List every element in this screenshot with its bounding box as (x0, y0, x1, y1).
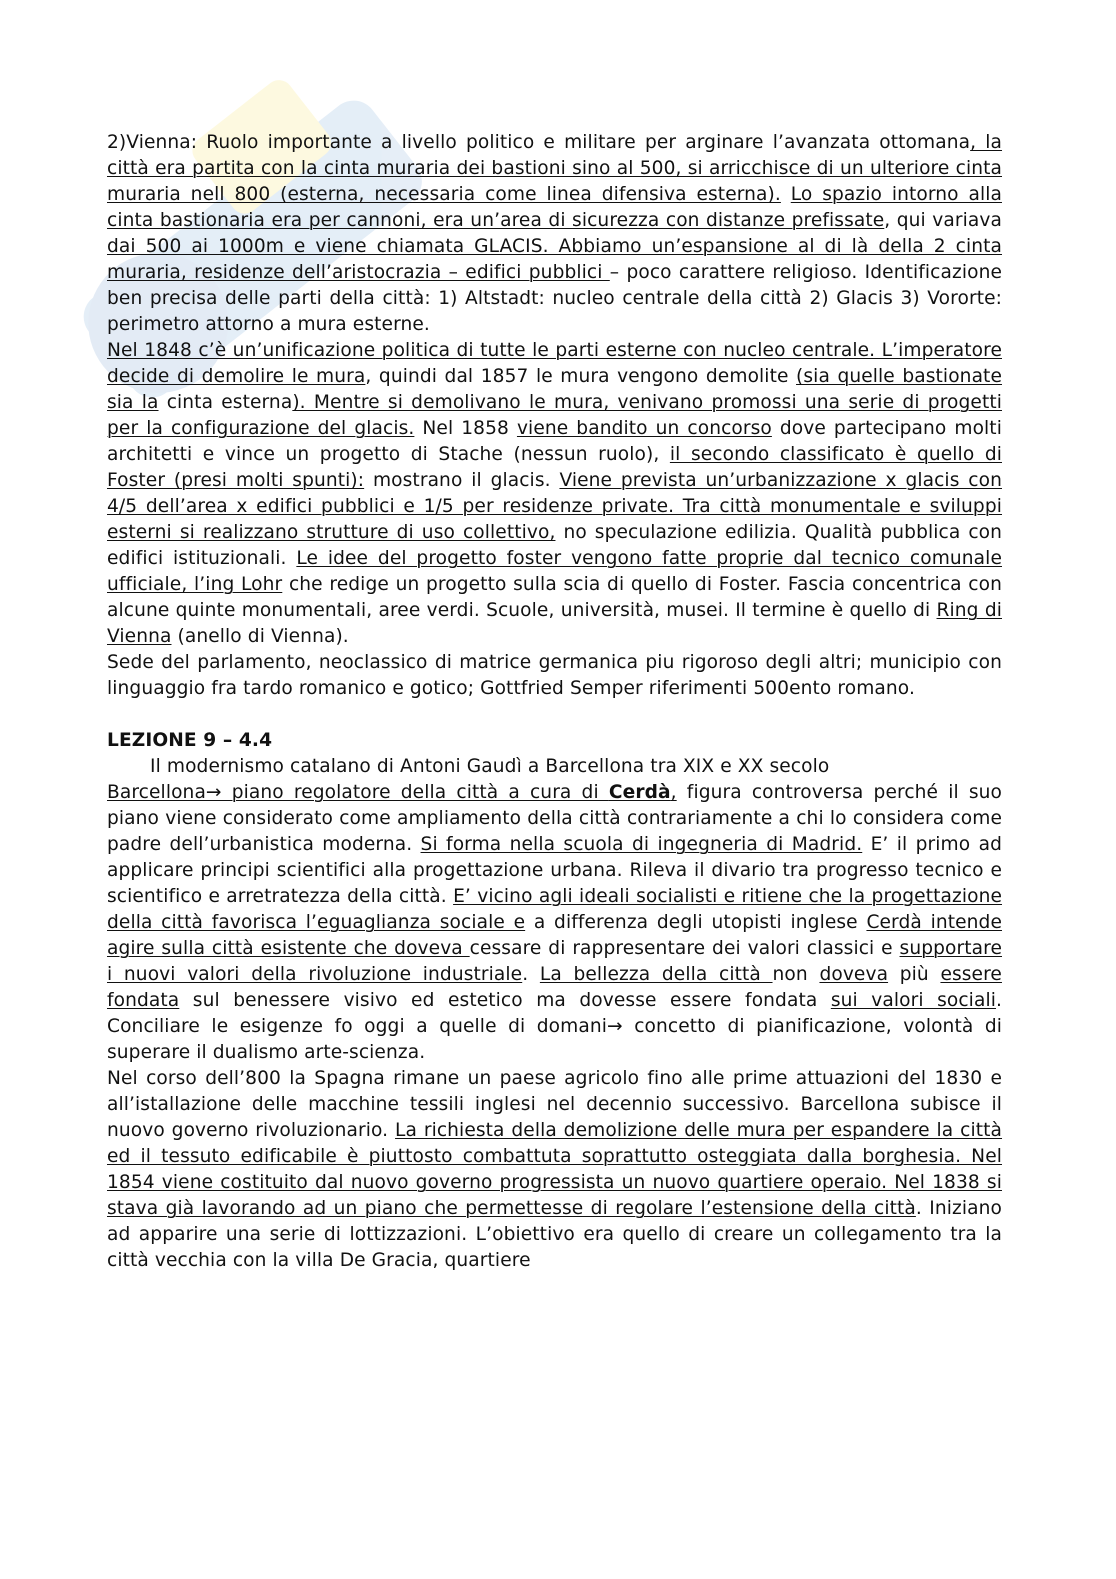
barcellona-section (107, 754, 1002, 1274)
underlined-text: supportare i nuovi valori della rivoluzione industriale (107, 938, 1002, 985)
text-run: cessare di rappresentare dei valori classici e (469, 938, 900, 959)
underlined-text: (sia quelle bastionate sia la (107, 366, 1002, 413)
underlined-text: viene bandito un concorso (516, 418, 772, 439)
text-run: 2)Vienna: Ruolo importante a livello politico e militare per arginare l’avanzata ottomana (107, 132, 971, 153)
underlined-text: dai 500 ai 1000m e viene chiamata GLACIS. Abbiamo un’espansione al di là della 2 cinta muraria, residenze dell’aristocrazia – edifici pubblici (107, 236, 1002, 283)
text-run: no speculazione edilizia. Qualità pubblica con edifici istituzionali. (107, 522, 1003, 569)
text-run: Sede del parlamento, neoclassico di matrice germanica piu rigoroso degli altri; municipio con linguaggio fra tardo romanico e gotico; Gottfried Semper riferimenti 500ento romano. (107, 652, 1002, 699)
vienna-section (107, 130, 1002, 702)
underlined-text: doveva (819, 964, 889, 985)
text-run: dove partecipano molti architetti e vince un progetto di Stache (nessun ruolo), (107, 418, 1002, 465)
lesson-heading: LEZIONE 9 – 4.4 (107, 730, 273, 751)
paragraph-barcellona-intro (107, 754, 1002, 780)
text-run: più (888, 964, 941, 985)
text-run: . Conciliare le esigenze fo oggi a quelle di domani→ concetto di pianificazione, volontà di superare il dualismo arte-scienza. (107, 990, 1002, 1063)
underlined-text: La richiesta della demolizione delle mura per espandere la città ed il tessuto edificabile è piuttosto combattuta soprattutto osteggiata dalla borghesia. Nel 1854 viene costituito dal nuovo governo progressista un nuovo quartiere operaio. Nel 1838 si stava già lavorando ad un piano che permettesse di regolare l’estensione della città (107, 1120, 1003, 1219)
paragraph-barcellona-1 (107, 780, 1002, 1066)
underlined-text: Ring di Vienna (107, 600, 1002, 647)
underlined-text: Lo spazio intorno alla cinta bastionaria era per cannoni, era un’area di sicurezza con distanze prefissate (107, 184, 1002, 231)
paragraph-barcellona-2 (107, 1066, 1002, 1274)
underlined-text: il secondo classificato è quello di Foster (presi molti spunti): (107, 444, 1002, 491)
text-run: Nel corso dell’800 la Spagna rimane un paese agricolo fino alle prime attuazioni del 1830 e all’istallazione delle macchine tessili inglesi nel decennio successivo. Barcellona subisce il nuovo governo rivoluzionario. (107, 1068, 1002, 1141)
paragraph-vienna-2 (107, 338, 1002, 650)
text-run: Il modernismo catalano di Antoni Gaudì a Barcellona tra XIX e XX secolo (150, 756, 830, 777)
underlined-text: Cerdà (608, 782, 671, 803)
paragraph-vienna-3 (107, 650, 1002, 702)
underlined-text: Barcellona→ piano regolatore della città a cura di (107, 782, 609, 803)
text-run: non (772, 964, 820, 985)
underlined-text: , (670, 782, 677, 803)
text-run: . (522, 964, 540, 985)
text-run: cinta esterna (158, 392, 293, 413)
text-run: – poco carattere religioso. Identificazione ben precisa delle parti della città: 1) Altstadt: nucleo centrale della città 2) Glacis 3) Vororte: perimetro attorno a mura esterne. (107, 262, 1003, 335)
text-run: Nel 1858 (414, 418, 517, 439)
underlined-text: , la città era partita con la cinta muraria dei bastioni sino al 500, si arricchisce di un ulteriore cinta muraria nell 800 (esterna, necessaria come linea difensiva esterna). (107, 132, 1003, 205)
text-run (781, 184, 791, 205)
underlined-text: sui valori sociali (830, 990, 996, 1011)
underlined-text: E’ vicino agli ideali socialisti e ritiene che la progettazione della città favorisca l’eguaglianza sociale e (107, 886, 1002, 933)
text-run: a differenza degli utopisti inglese (525, 912, 867, 933)
text-run: , quindi dal 1857 le mura vengono demolite (365, 366, 797, 387)
underlined-text: Viene prevista un’urbanizzazione x glacis con 4/5 dell’area x edifici pubblici e 1/5 per residenze private. Tra città monumentale e sviluppi esterni si realizzano strutture di uso collettivo, (107, 470, 1002, 543)
underlined-text: Cerdà intende agire sulla città esistente che doveva (107, 912, 1002, 959)
text-run: sul benessere visivo ed estetico ma dovesse essere fondata (179, 990, 831, 1011)
text-run: (anello di Vienna). (171, 626, 349, 647)
underlined-text: Le idee del progetto foster vengono fatte proprie dal tecnico comunale ufficiale, l’ing Lohr (107, 548, 1002, 595)
underlined-text: Si forma nella scuola di ingegneria di Madrid. (420, 834, 863, 855)
text-run: figura controversa perché il suo piano viene considerato come ampliamento della città contrariamente a chi lo considera come padre dell’urbanistica moderna. (107, 782, 1003, 855)
text-run: , qui variava (884, 210, 1002, 231)
document-page (107, 130, 1002, 1274)
text-run: . Iniziano ad apparire una serie di lottizzazioni. L’obiettivo era quello di creare un collegamento tra la città vecchia con la villa De Gracia, quartiere (107, 1198, 1002, 1271)
text-run: che redige un progetto sulla scia di quello di Foster. Fascia concentrica con alcune quinte monumentali, aree verdi. Scuole, università, musei. Il termine è quello di (107, 574, 1002, 621)
text-run: mostrano il glacis. (364, 470, 560, 491)
underlined-text: ). Mentre si demolivano le mura, venivano promossi una serie di progetti per la configurazione del glacis. (107, 392, 1002, 439)
underlined-text: essere fondata (107, 964, 1002, 1011)
text-run: E’ il primo ad applicare principi scientifici alla progettazione urbana. Rileva il divario tra progresso tecnico e scientifico e arretratezza della città. (107, 834, 1002, 907)
underlined-text: Nel 1848 c’è un’unificazione politica di tutte le parti esterne con nucleo centrale. L’imperatore decide di demolire le mura (107, 340, 1002, 387)
paragraph-vienna-1 (107, 130, 1002, 338)
underlined-text: La bellezza della città (539, 964, 773, 985)
